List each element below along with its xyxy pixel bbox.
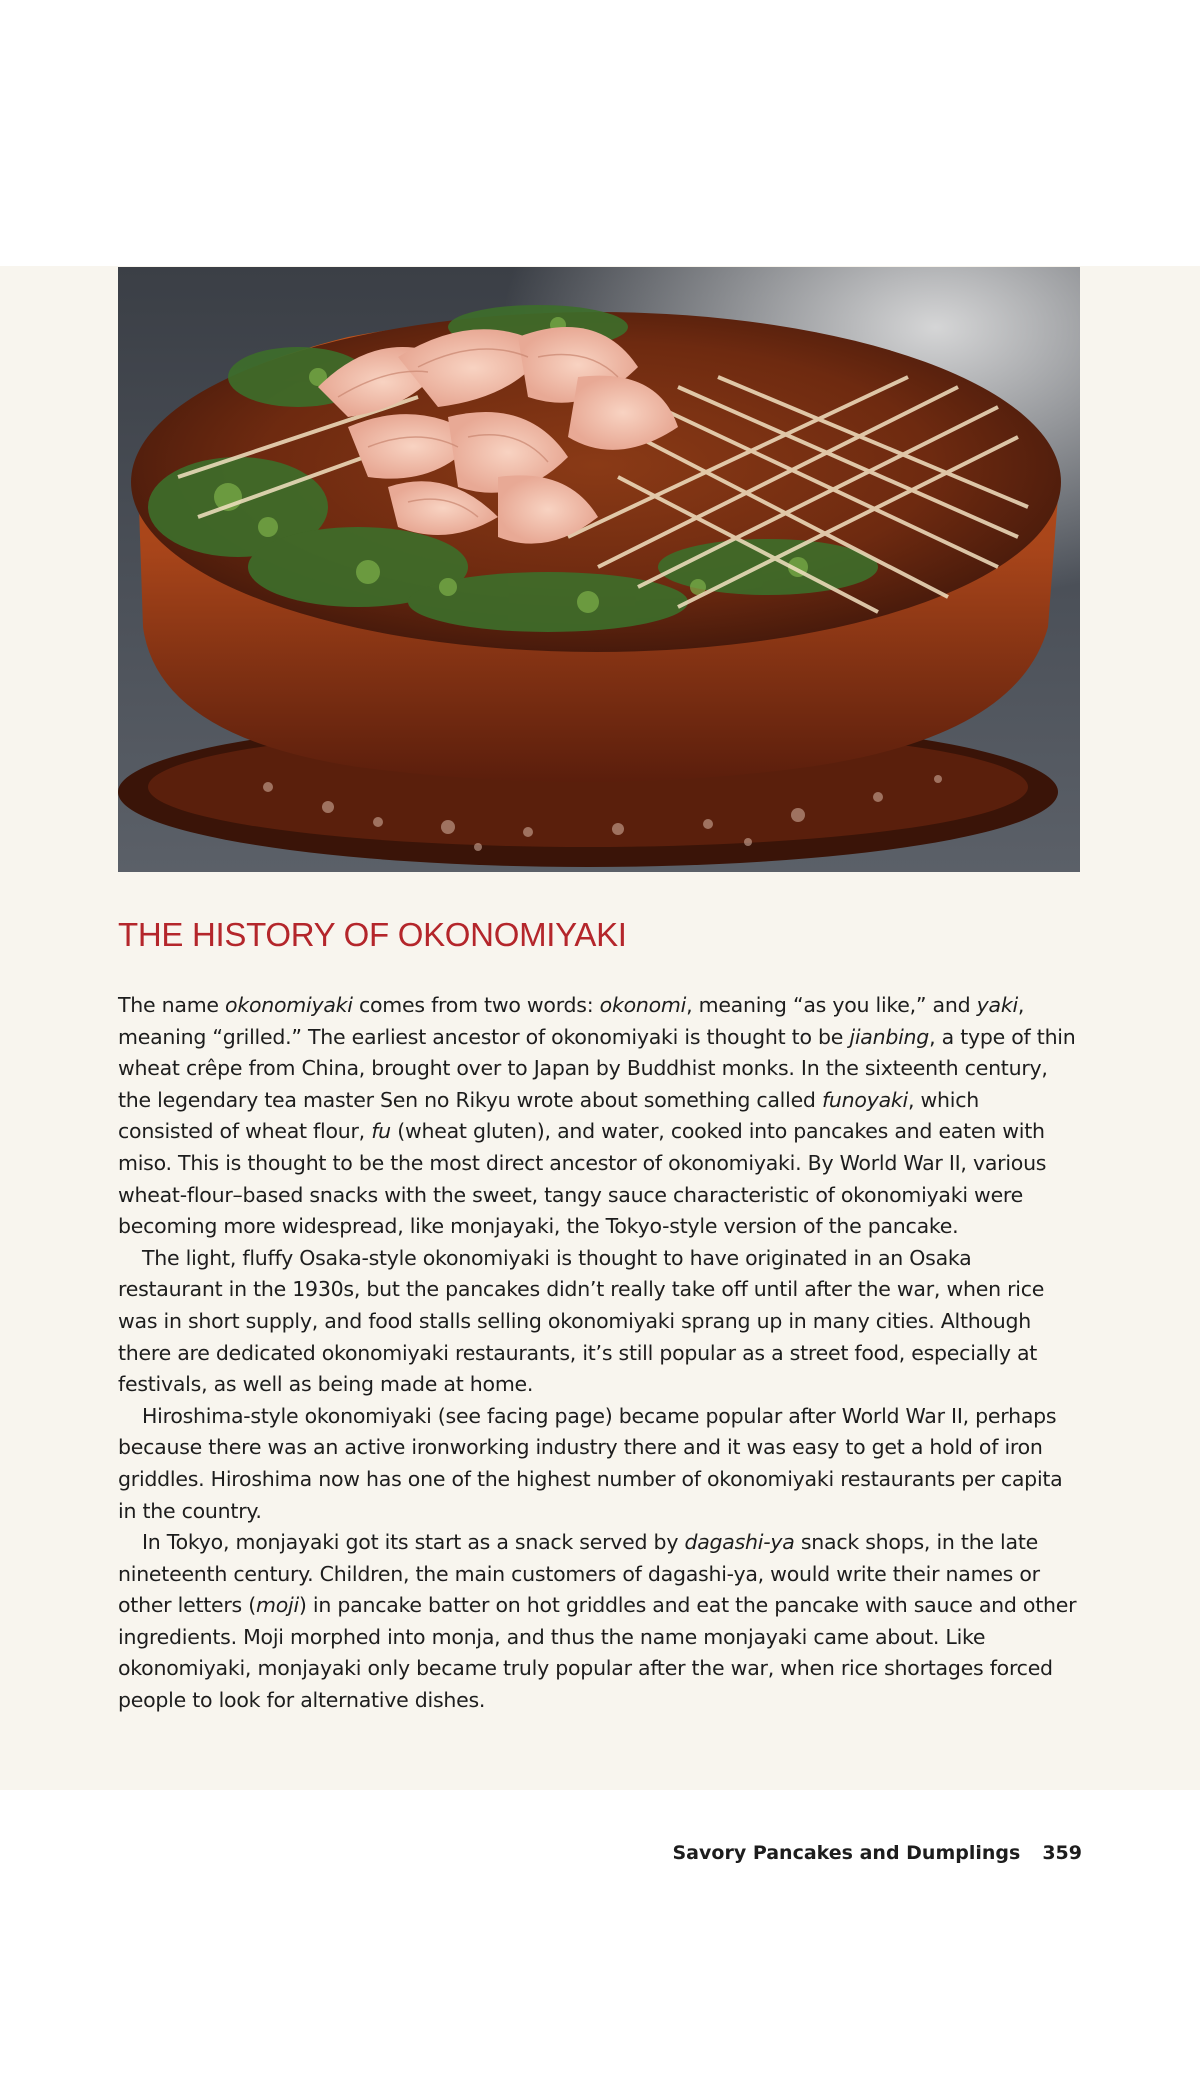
running-title: Savory Pancakes and Dumplings [672, 1842, 1021, 1864]
text-run: Hiroshima-style okonomiyaki (see facing page) became popular after World War II, perhaps because there was an active ironworking industry there and it was easy to get a hold of iron griddles. Hiroshima now has one of the highest number of okonomiyaki restaurants per capita in the country. [118, 1403, 1063, 1523]
italic-term: okonomiyaki [225, 993, 353, 1017]
paragraph-3 [118, 1401, 1080, 1527]
paragraph-4 [118, 1527, 1080, 1717]
page-number: 359 [1042, 1842, 1082, 1864]
italic-term: moji [256, 1593, 299, 1618]
text-run: , a type of thin wheat crêpe from China, brought over to Japan by Buddhist monks. In the sixteenth century, the legendary tea master Sen no Rikyu wrote about something called [118, 1024, 1076, 1112]
text-run: In Tokyo, monjayaki got its start as a snack served by [142, 1530, 685, 1555]
text-run: comes from two words: [352, 993, 600, 1017]
okonomiyaki-photo [118, 267, 1080, 872]
text-run: The light, fluffy Osaka-style okonomiyaki is thought to have originated in an Osaka restaurant in the 1930s, but the pancakes didn’t really take off until after the war, when rice was in short supply, and food stalls selling okonomiyaki sprang up in many cities. Although there are dedicated okonomiyaki restaurants, it’s still popular as a street food, especially at festivals, as well as being made at home. [118, 1245, 1045, 1397]
text-run: , meaning “as you like,” and [686, 993, 977, 1017]
paragraph-2 [118, 1243, 1080, 1401]
italic-term: dagashi-ya [684, 1530, 795, 1555]
italic-term: okonomi [599, 993, 687, 1017]
text-run: (wheat gluten), and water, cooked into pancakes and eaten with miso. This is thought to be the most direct ancestor of okonomiyaki. By World War II, various wheat-flour–based snacks with the sweet, tangy sauce characteristic of okonomiyaki were becoming more widespread, like monjayaki, the Tokyo-style version of the pancake. [118, 1119, 1047, 1239]
text-run: , which consisted of wheat flour, [118, 1087, 979, 1144]
section-title: THE HISTORY OF OKONOMIYAKI [118, 916, 627, 953]
text-run: , meaning “grilled.” The earliest ancestor of okonomiyaki is thought to be [118, 993, 1025, 1049]
italic-term: jianbing [849, 1024, 930, 1049]
paragraph-1 [118, 990, 1080, 1243]
article-body [118, 990, 1080, 1717]
page-footer [673, 1842, 1083, 1864]
italic-term: funoyaki [821, 1087, 908, 1112]
italic-term: fu [371, 1119, 391, 1144]
text-run: snack shops, in the late nineteenth century. Children, the main customers of dagashi-ya, would write their names or other letters ( [118, 1530, 1040, 1618]
text-run: The name [118, 993, 226, 1017]
italic-term: yaki [976, 993, 1018, 1017]
text-run: ) in pancake batter on hot griddles and eat the pancake with sauce and other ingredients. Moji morphed into monja, and thus the name monjayaki came about. Like okonomiyaki, monjayaki only became truly popular after the war, when rice shortages forced people to look for alternative dishes. [118, 1593, 1077, 1713]
